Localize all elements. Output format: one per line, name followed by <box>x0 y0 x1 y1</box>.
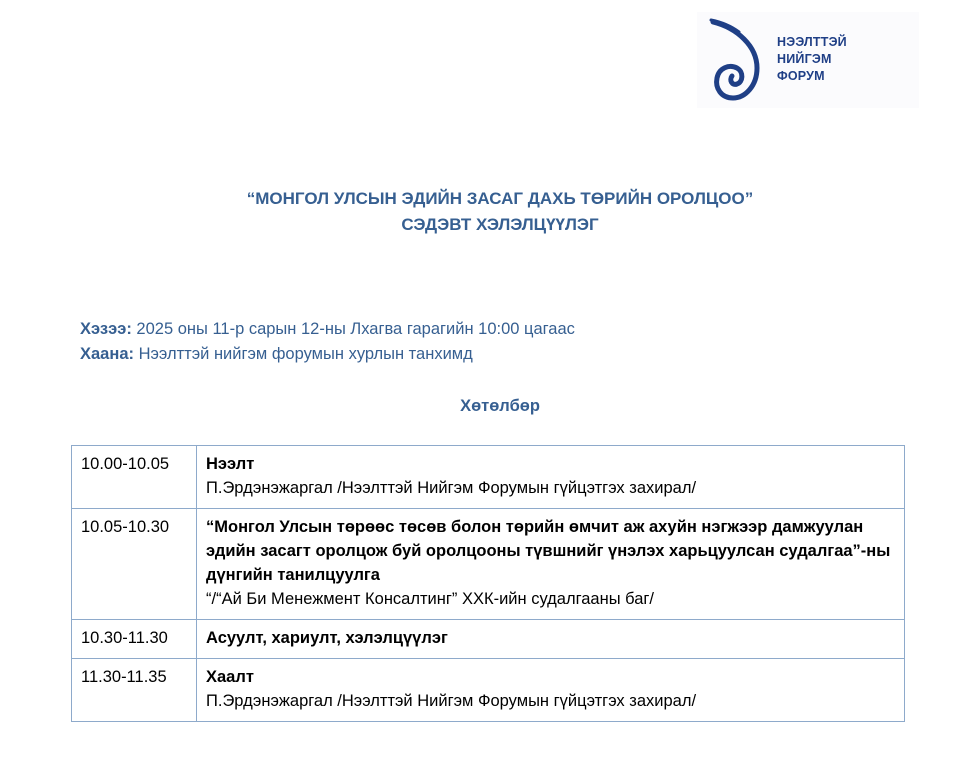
activity-detail: П.Эрдэнэжаргал /Нээлттэй Нийгэм Форумын гүйцэтгэх захирал/ <box>206 479 697 497</box>
activity-title: Асуулт, хариулт, хэлэлцүүлэг <box>206 629 448 647</box>
activity-cell <box>197 446 905 509</box>
activity-detail: “/“Ай Би Менежмент Консалтинг” ХХК-ийн судалгааны баг/ <box>206 590 655 608</box>
logo-text <box>777 34 847 85</box>
time-cell: 10.00-10.05 <box>72 446 197 509</box>
activity-cell <box>197 659 905 722</box>
spiral-logo-icon <box>707 18 765 102</box>
logo-line-3: ФОРУМ <box>777 69 825 83</box>
activity-title: Нээлт <box>206 455 255 473</box>
program-heading: Хөтөлбөр <box>460 397 540 415</box>
where-row <box>80 342 575 367</box>
page-title <box>0 186 972 238</box>
when-row <box>80 317 575 342</box>
table-row <box>72 659 905 722</box>
time-cell: 10.30-11.30 <box>72 620 197 659</box>
event-info <box>80 317 575 367</box>
time-cell: 11.30-11.35 <box>72 659 197 722</box>
when-value: 2025 оны 11-р сарын 12-ны Лхагва гарагийн 10:00 цагаас <box>136 320 575 338</box>
activity-cell <box>197 509 905 620</box>
activity-detail: П.Эрдэнэжаргал /Нээлттэй Нийгэм Форумын гүйцэтгэх захирал/ <box>206 692 697 710</box>
when-label: Хэзээ: <box>80 320 132 338</box>
logo <box>697 12 919 108</box>
table-row <box>72 509 905 620</box>
activity-title: “Монгол Улсын төрөөс төсөв болон төрийн өмчит аж ахуйн нэгжээр дамжуулан эдийн засагт оролцож буй оролцооны түвшнийг үнэлэх харьцуулсан судалгаа”-ны дүнгийн танилцуулга <box>206 518 891 584</box>
logo-line-1: НЭЭЛТТЭЙ <box>777 35 847 49</box>
time-cell: 10.05-10.30 <box>72 509 197 620</box>
schedule-table <box>71 445 905 722</box>
table-row <box>72 620 905 659</box>
table-row <box>72 446 905 509</box>
where-value: Нээлттэй нийгэм форумын хурлын танхимд <box>138 345 473 363</box>
activity-cell <box>197 620 905 659</box>
title-line-1: “МОНГОЛ УЛСЫН ЭДИЙН ЗАСАГ ДАХЬ ТӨРИЙН ОРОЛЦОО” <box>246 189 754 208</box>
title-line-2: СЭДЭВТ ХЭЛЭЛЦҮҮЛЭГ <box>401 215 599 234</box>
activity-title: Хаалт <box>206 668 254 686</box>
where-label: Хаана: <box>80 345 134 363</box>
logo-line-2: НИЙГЭМ <box>777 52 832 66</box>
